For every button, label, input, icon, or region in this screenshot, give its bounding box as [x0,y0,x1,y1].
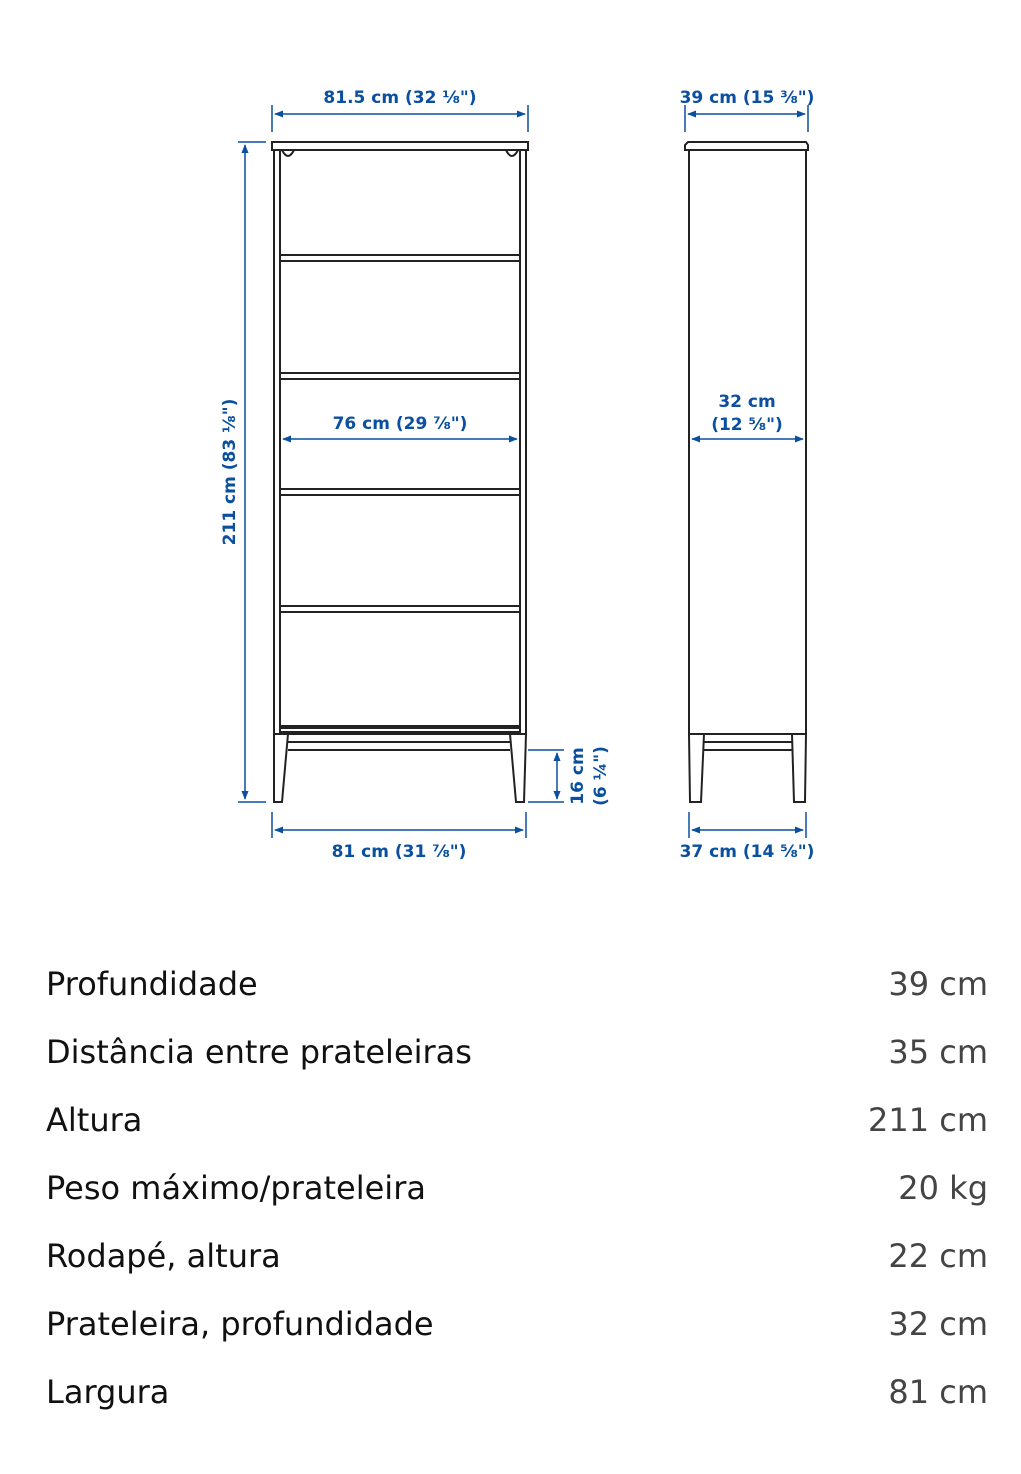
spec-row-plinth-height [46,1222,988,1290]
spec-row-depth [46,950,988,1018]
spec-value: 35 cm [888,1033,988,1071]
front-inner-width-label: 76 cm (29 ⅞") [332,414,468,434]
spec-label: Largura [46,1373,170,1411]
front-leg-height-cm-label: 16 cm [568,747,588,805]
front-height-label: 211 cm (83 ⅛") [220,398,240,546]
spec-row-shelf-depth [46,1290,988,1358]
side-view-drawing [685,142,808,802]
spec-row-width [46,1358,988,1426]
front-top-width-label: 81.5 cm (32 ⅛") [323,88,477,108]
front-leg-height-in-label: (6 ¼") [591,746,611,806]
spec-label: Prateleira, profundidade [46,1305,434,1343]
spec-row-shelf-spacing [46,1018,988,1086]
front-view-drawing [272,142,528,802]
spec-value: 32 cm [888,1305,988,1343]
side-top-depth-label: 39 cm (15 ⅜") [679,88,815,108]
spec-row-height [46,1086,988,1154]
spec-value: 20 kg [898,1169,988,1207]
spec-value: 81 cm [888,1373,988,1411]
specs-list [46,950,988,1426]
side-shelf-depth-in-label: (12 ⅝") [711,415,783,435]
spec-label: Altura [46,1101,143,1139]
side-shelf-depth-cm-label: 32 cm [718,392,776,412]
spec-label: Distância entre prateleiras [46,1033,472,1071]
front-bottom-width-label: 81 cm (31 ⅞") [331,842,467,862]
spec-value: 22 cm [888,1237,988,1275]
spec-row-max-weight [46,1154,988,1222]
spec-label: Peso máximo/prateleira [46,1169,426,1207]
spec-label: Profundidade [46,965,258,1003]
side-bottom-depth-label: 37 cm (14 ⅝") [679,842,815,862]
spec-value: 39 cm [888,965,988,1003]
spec-value: 211 cm [867,1101,988,1139]
side-dimensions [685,105,808,838]
spec-label: Rodapé, altura [46,1237,281,1275]
